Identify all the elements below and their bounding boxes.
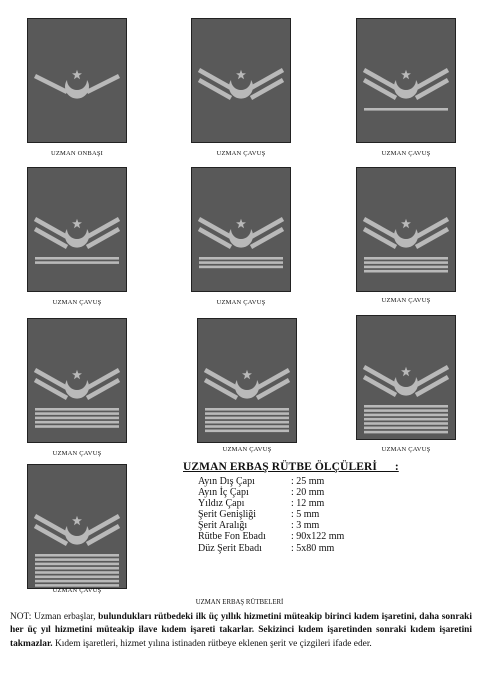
spec-row xyxy=(198,498,344,509)
seniority-stripe xyxy=(364,261,448,264)
spec-name: Ayın Dış Çapı xyxy=(198,476,255,487)
spec-value: : 20 mm xyxy=(291,487,325,499)
note-text-end: Kıdem işaretleri, hizmet yılına istinaden rütbeye eklenen şerit ve çizgileri ifade eder. xyxy=(52,638,372,649)
rank-label-9: UZMAN ÇAVUŞ xyxy=(381,446,431,453)
patch-background xyxy=(28,168,127,292)
spec-name: Düz Şerit Ebadı xyxy=(198,542,262,554)
patch-background xyxy=(28,319,127,443)
rank-patch-5 xyxy=(191,167,291,292)
spec-value: : 90x122 mm xyxy=(291,531,345,543)
patch-background xyxy=(357,19,456,143)
spec-name: Rütbe Fon Ebadı xyxy=(198,531,266,543)
rank-label-8: UZMAN ÇAVUŞ xyxy=(222,446,272,453)
note-paragraph xyxy=(10,611,472,651)
figure-caption: UZMAN ERBAŞ RÜTBELERİ xyxy=(195,599,284,606)
spec-row xyxy=(198,487,344,498)
rank-patch-7 xyxy=(27,318,127,443)
seniority-stripe xyxy=(35,554,119,557)
rank-label-7: UZMAN ÇAVUŞ xyxy=(52,450,102,457)
seniority-stripe xyxy=(364,418,448,421)
seniority-stripe xyxy=(364,270,448,273)
seniority-stripe xyxy=(35,412,119,415)
seniority-stripe xyxy=(364,266,448,269)
patch-background xyxy=(198,319,297,443)
patch-background xyxy=(357,316,456,440)
rank-label-4: UZMAN ÇAVUŞ xyxy=(52,299,102,306)
seniority-stripe xyxy=(205,430,289,433)
rank-patch-1 xyxy=(27,18,127,143)
seniority-stripe xyxy=(35,571,119,574)
patch-background xyxy=(28,465,127,589)
seniority-stripe xyxy=(205,408,289,411)
patch-background xyxy=(192,168,291,292)
seniority-stripe xyxy=(205,417,289,420)
seniority-stripe xyxy=(364,108,448,111)
seniority-stripe xyxy=(205,421,289,424)
spec-name: Yıldız Çapı xyxy=(198,498,245,510)
seniority-stripe xyxy=(35,257,119,260)
note-text-start: NOT: Uzman erbaşlar, xyxy=(10,612,99,622)
spec-name: Şerit Genişliği xyxy=(198,509,257,521)
rank-patch-6 xyxy=(356,167,456,292)
seniority-stripe xyxy=(364,414,448,417)
seniority-stripe xyxy=(35,563,119,566)
seniority-stripe xyxy=(205,412,289,415)
seniority-stripe xyxy=(364,405,448,408)
rank-label-10: UZMAN ÇAVUŞ xyxy=(52,587,102,594)
spec-value: : 5x80 mm xyxy=(291,542,335,554)
seniority-stripe xyxy=(364,431,448,434)
note-text-bold: bulundukları rütbedeki ilk üç yıllık hizmetini müteakip birinci kıdem işaretini, daha sonraki her üç yıl hizmetini müteakip ilave kıdem işareti takarlar. Sekizinci kıdem işaretinden sonraki kıdem işaretini takmazlar. xyxy=(10,612,472,649)
seniority-stripe xyxy=(364,422,448,425)
seniority-stripe xyxy=(205,425,289,428)
spec-value: : 12 mm xyxy=(291,498,325,510)
seniority-stripe xyxy=(35,425,119,428)
patch-background xyxy=(192,19,291,143)
seniority-stripe xyxy=(35,408,119,411)
rank-label-2: UZMAN ÇAVUŞ xyxy=(216,150,266,157)
seniority-stripe xyxy=(364,409,448,412)
rank-patch-4 xyxy=(27,167,127,292)
spec-row xyxy=(198,531,344,542)
spec-name: Şerit Aralığı xyxy=(198,520,248,532)
rank-patch-10 xyxy=(27,464,127,589)
rank-patch-9 xyxy=(356,315,456,440)
seniority-stripe xyxy=(364,257,448,260)
spec-value: : 25 mm xyxy=(291,476,325,487)
specs-title: UZMAN ERBAŞ RÜTBE ÖLÇÜLERİ : xyxy=(183,461,399,473)
rank-label-3: UZMAN ÇAVUŞ xyxy=(381,150,431,157)
spec-row xyxy=(198,520,344,531)
seniority-stripe xyxy=(35,261,119,264)
rank-label-6: UZMAN ÇAVUŞ xyxy=(381,297,431,304)
seniority-stripe xyxy=(35,580,119,583)
seniority-stripe xyxy=(35,417,119,420)
seniority-stripe xyxy=(35,567,119,570)
seniority-stripe xyxy=(35,421,119,424)
spec-row xyxy=(198,476,344,487)
spec-row xyxy=(198,509,344,520)
seniority-stripe xyxy=(199,261,283,264)
seniority-stripe xyxy=(35,576,119,579)
rank-patch-8 xyxy=(197,318,297,443)
seniority-stripe xyxy=(35,558,119,561)
rank-label-1: UZMAN ONBAŞI xyxy=(50,150,104,157)
seniority-stripe xyxy=(199,266,283,269)
spec-value: : 3 mm xyxy=(291,520,320,532)
rank-patch-3 xyxy=(356,18,456,143)
patch-background xyxy=(357,168,456,292)
seniority-stripe xyxy=(199,257,283,260)
spec-value: : 5 mm xyxy=(291,509,320,521)
rank-label-5: UZMAN ÇAVUŞ xyxy=(216,299,266,306)
spec-name: Ayın İç Çapı xyxy=(198,487,249,499)
spec-row xyxy=(198,543,344,554)
specs-table xyxy=(198,476,344,554)
seniority-stripe xyxy=(364,427,448,430)
rank-patch-2 xyxy=(191,18,291,143)
